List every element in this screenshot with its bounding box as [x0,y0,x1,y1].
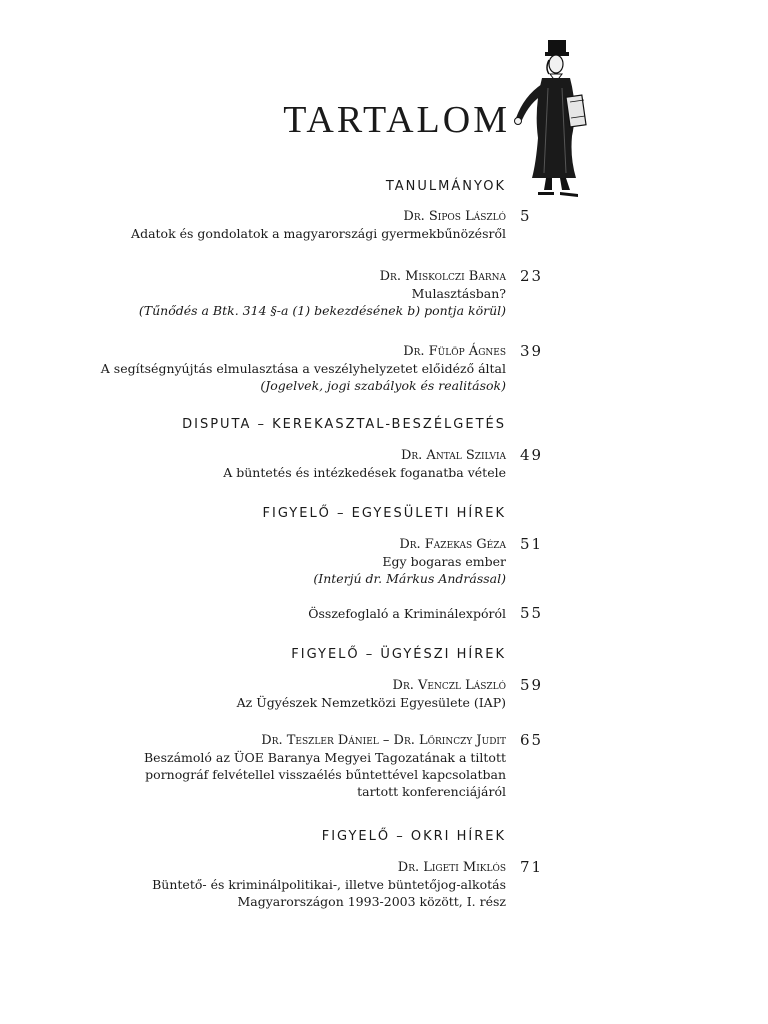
entry-page-number: 49 [520,446,544,464]
toc-entry[interactable] [80,676,544,711]
lawyer-illustration [512,38,594,198]
entry-page-number: 55 [520,604,544,622]
entry-author: Dr. Fazekas Géza [399,537,506,552]
toc-entry[interactable] [80,604,544,622]
section-heading: FIGYELŐ – EGYESÜLETI HÍREK [262,506,506,521]
section-heading: TANULMÁNYOK [385,179,506,194]
entry-author: Dr. Venczl László [392,678,506,693]
entry-author: Dr. Miskolczi Barna [379,269,506,284]
entry-page-number: 65 [520,731,544,749]
toc-entry[interactable] [80,731,544,800]
entry-title: pornográf felvétellel visszaélés bűntettével kapcsolatban [145,767,506,782]
entry-page-number: 71 [520,858,544,876]
entry-title: A büntetés és intézkedések foganatba vétele [223,465,506,480]
entry-title: tartott konferenciájáról [357,784,506,799]
entry-author: Dr. Teszler Dániel – Dr. Lőrinczy Judit [261,733,506,748]
entry-title: Egy bogaras ember [382,554,506,569]
table-of-contents [80,178,544,910]
entry-author: Dr. Fülöp Ágnes [403,344,506,359]
entry-page-number: 23 [520,267,544,285]
entry-title: Az Ügyészek Nemzetközi Egyesülete (IAP) [236,695,506,710]
entry-title: Adatok és gondolatok a magyarországi gyermekbűnözésről [131,226,506,241]
toc-entry[interactable] [80,858,544,910]
section-heading: DISPUTA – KEREKASZTAL-BESZÉLGETÉS [182,417,506,432]
entry-subtitle: (Jogelvek, jogi szabályok és realitások) [260,378,506,393]
page-title: TARTALOM [283,99,510,141]
entry-title: Összefoglaló a Kriminálexpóról [308,606,506,621]
entry-page-number: 59 [520,676,544,694]
toc-entry[interactable] [80,446,544,481]
entry-subtitle: (Tűnődés a Btk. 314 §-a (1) bekezdésének b) pontja körül) [138,303,506,318]
entry-author: Dr. Ligeti Miklós [397,860,506,875]
entry-page-number: 51 [520,535,544,553]
entry-title: Beszámoló az ÜOE Baranya Megyei Tagozatának a tiltott [144,750,506,765]
section-heading: FIGYELŐ – ÜGYÉSZI HÍREK [291,647,506,662]
section-heading: FIGYELŐ – OKRI HÍREK [321,829,506,844]
entry-title: Büntető- és kriminálpolitikai-, illetve büntetőjog-alkotás [152,877,506,892]
entry-author: Dr. Sipos László [403,209,506,224]
entry-page-number: 39 [520,342,544,360]
toc-entry[interactable] [80,207,532,242]
toc-entry[interactable] [80,342,544,394]
entry-title: Mulasztásban? [411,286,506,301]
entry-author: Dr. Antal Szilvia [400,448,506,463]
entry-page-number: 5 [520,207,532,225]
toc-entry[interactable] [80,535,544,587]
entry-title: Magyarországon 1993-2003 között, I. rész [237,894,506,909]
entry-title: A segítségnyújtás elmulasztása a veszélyhelyzetet előidéző által [100,361,506,376]
toc-entry[interactable] [80,267,544,319]
entry-subtitle: (Interjú dr. Márkus Andrással) [313,571,506,586]
